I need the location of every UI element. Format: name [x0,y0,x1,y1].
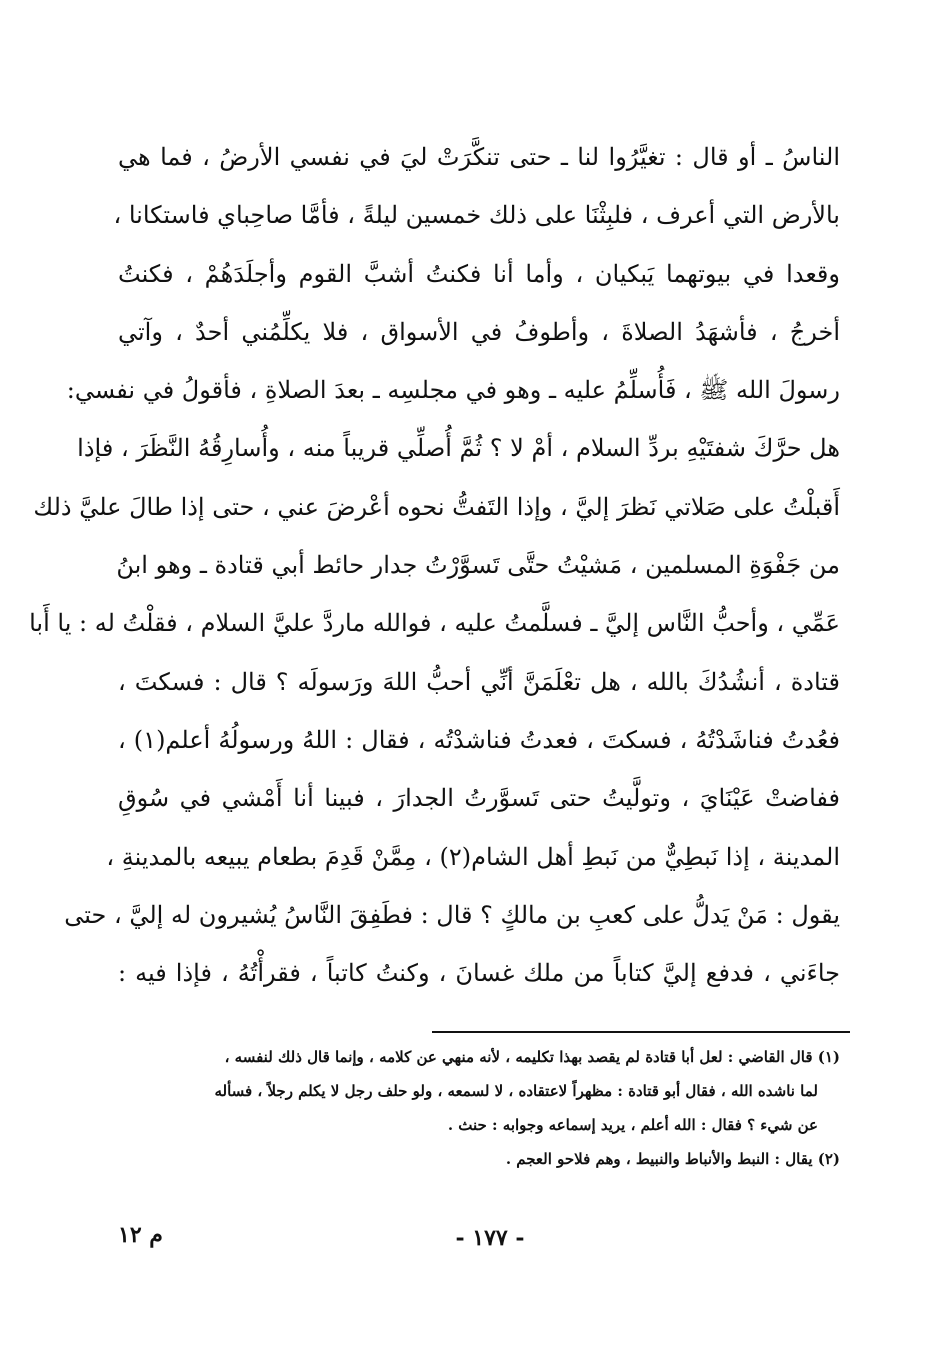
text-line: أخرجُ ، فأشهَدُ الصلاةَ ، وأطوفُ في الأسواق ، فلا يكلِّمُني أحدٌ ، وآتي [118,317,840,346]
main-text-block [29,128,840,1002]
footnote-line: (١) قال القاضي : لعل أبا قتادة لم يقصد بهذا تكليمه ، لأنه منهي عن كلامه ، وإنما قال ذلك لنفسه ، [224,1048,840,1066]
text-line: جاءَني ، فدفع إليَّ كتاباً من ملك غسانَ ، وكنتُ كاتباً ، فقرأْتُهُ ، فإذا فيه : [118,959,840,988]
text-line: رسولَ الله ﷺ ، فَأُسلِّمُ عليه ـ وهو في مجلسِه ـ بعدَ الصلاةِ ، فأقولُ في نفسي: [66,376,840,405]
text-line: المدينة ، إذا نَبطِيٌّ من نَبطِ أهل الشام(٢) ، مِمَّنْ قَدِمَ بطعام يبيعه بالمدينةِ ، [106,842,840,871]
text-line: من جَفْوَةِ المسلمين ، مَشيْتُ حتَّى تَسوَّرْتُ جدار حائط أبي قتادة ـ وهو ابنُ [116,551,840,580]
text-line: الناسُ ـ أو قال : تغيَّرُوا لنا ـ حتى تنكَّرَتْ ليَ في نفسي الأرضُ ، فما هي [118,143,840,171]
text-line: وقعدا في بيوتهما يَبكيان ، وأما أنا فكنتُ أشبَّ القوم وأجلَدَهُمْ ، فكنتُ [118,259,840,288]
page-number: - ١٧٧ - [455,1225,525,1251]
footnote-divider [432,1031,850,1033]
text-line: يقول : مَنْ يَدلُّ على كعبِ بن مالكٍ ؟ قال : فطَفِقَ النَّاسُ يُشيرون له إليَّ ، حتى [64,900,840,929]
signature-mark: م ١٢ [118,1222,163,1248]
footnote-line: لما ناشده الله ، فقال أبو قتادة : مظهراً لاعتقاده ، لا لسمعه ، ولو حلف رجل لا يكلم رجلاً ، فسأله [214,1082,818,1100]
text-line: أَقبلْتُ على صَلاتي نَظرَ إليَّ ، وإذا التَفتُّ نحوه أعْرضَ عني ، حتى إذا طالَ عليَّ ذلك [33,492,840,521]
text-line: ففاضتْ عَيْنَايَ ، وتولَّيتُ حتى تَسوَّرتُ الجدارَ ، فبينا أنا أَمْشي في سُوقِ [118,784,840,813]
text-line: قتادة ، أنشُدُكَ بالله ، هل تعْلَمَنَّ أنِّي أحبُّ اللهَ ورَسولَه ؟ قال : فسكتَ ، [118,667,840,696]
text-line: هل حرَّكَ شفتَيْهِ بردِّ السلام ، أمْ لا ؟ ثُمَّ أُصلِّي قريباً منه ، وأُسارِقُهُ النَّظَرَ ، فإذا [77,434,840,463]
footnote-line: (٢) يقال : النبط والأنباط والنبيط ، وهم فلاحو العجم . [505,1150,840,1168]
footnotes-block [118,1040,840,1176]
footnote-line: عن شيء ؟ فقال : الله أعلم ، يريد إسماعه وجوابه : حنث . [447,1116,818,1134]
text-line: فعُدتُ فناشَدْتُهُ ، فسكتَ ، فعدتُ فناشدْتُه ، فقال : اللهُ ورسولُهُ أعلم(١) ، [118,725,840,754]
text-line: بالأرض التي أعرف ، فلبِثْنَا على ذلك خمسين ليلةً ، فأمَّا صاحِباي فاستكانا ، [113,201,840,230]
text-line: عَمِّي ، وأحبُّ النَّاس إليَّ ـ فسلَّمتُ عليه ، فوالله ماردَّ عليَّ السلام ، فقلْتُ له : يا أَبا [29,609,840,638]
